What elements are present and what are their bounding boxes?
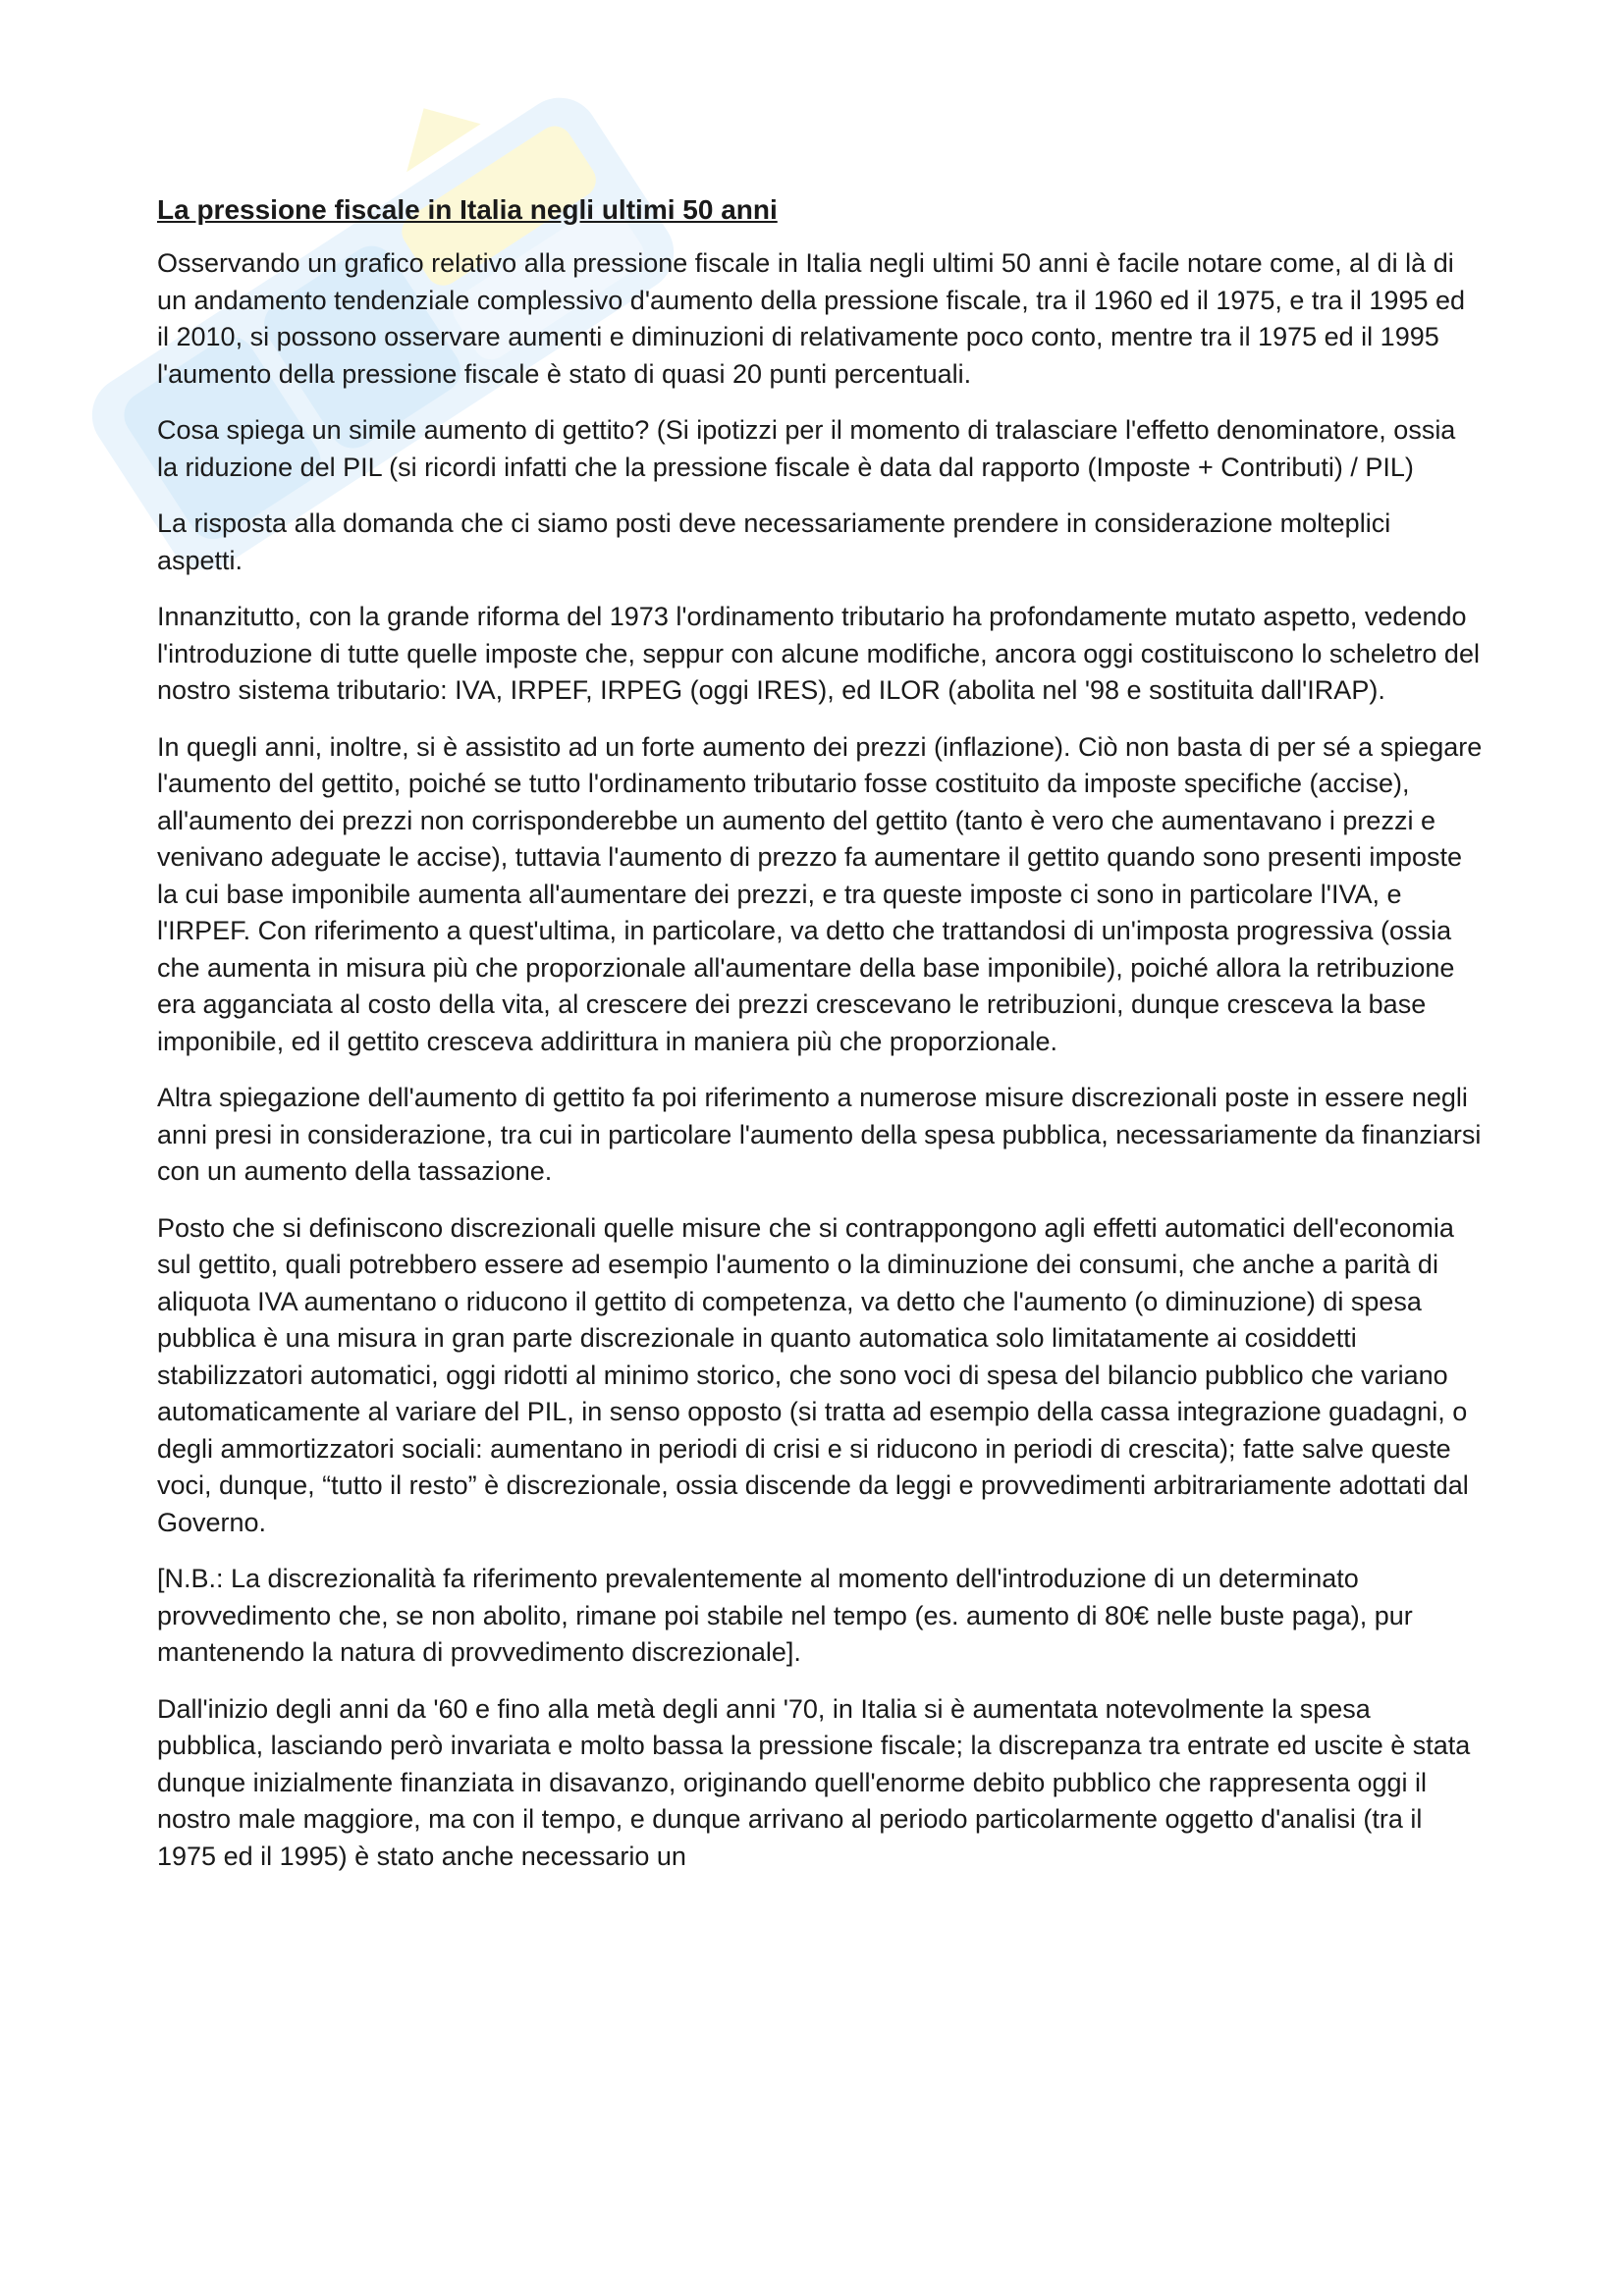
paragraph: Dall'inizio degli anni da '60 e fino alla metà degli anni '70, in Italia si è aumentata notevolmente la spesa pubblica, lasciando però invariata e molto bassa la pressione fiscale; la discrepanza tra entrate ed uscite è stata dunque inizialmente finanziata in disavanzo, originando quell'enorme debito pubblico che rappresenta oggi il nostro male maggiore, ma con il tempo, e dunque arrivano al periodo particolarmente oggetto d'analisi (tra il 1975 ed il 1995) è stato anche necessario un [157,1693,1471,1871]
document-title: La pressione fiscale in Italia negli ultimi 50 anni [157,194,778,225]
document-body [157,192,1483,1895]
paragraph: Cosa spiega un simile aumento di gettito? (Si ipotizzi per il momento di tralasciare l'effetto denominatore, ossia la riduzione del PIL (si ricordi infatti che la pressione fiscale è data dal rapporto (Imposte + Contributi) / PIL) [157,415,1456,482]
paragraph: Innanzitutto, con la grande riforma del 1973 l'ordinamento tributario ha profondamente mutato aspetto, vedendo l'introduzione di tutte quelle imposte che, seppur con alcune modifiche, ancora oggi costituiscono lo scheletro del nostro sistema tributario: IVA, IRPEF, IRPEG (oggi IRES), ed ILOR (abolita nel '98 e sostituita dall'IRAP). [157,602,1480,705]
paragraph: La risposta alla domanda che ci siamo posti deve necessariamente prendere in considerazione molteplici aspetti. [157,508,1391,575]
paragraph: Altra spiegazione dell'aumento di gettito fa poi riferimento a numerose misure discrezionali poste in essere negli anni presi in considerazione, tra cui in particolare l'aumento della spesa pubblica, necessariamente da finanziarsi con un aumento della tassazione. [157,1083,1482,1186]
paragraph: Osservando un grafico relativo alla pressione fiscale in Italia negli ultimi 50 anni è facile notare come, al di là di un andamento tendenziale complessivo d'aumento della pressione fiscale, tra il 1960 ed il 1975, e tra il 1995 ed il 2010, si possono osservare aumenti e diminuzioni di relativamente poco conto, mentre tra il 1975 ed il 1995 l'aumento della pressione fiscale è stato di quasi 20 punti percentuali. [157,248,1466,389]
paragraph: In quegli anni, inoltre, si è assistito ad un forte aumento dei prezzi (inflazione). Ciò non basta di per sé a spiegare l'aumento del gettito, poiché se tutto l'ordinamento tributario fosse costituito da imposte specifiche (accise), all'aumento dei prezzi non corrisponderebbe un aumento del gettito (tanto è vero che aumentavano i prezzi e venivano adeguate le accise), tuttavia l'aumento di prezzo fa aumentare il gettito quando sono presenti imposte la cui base imponibile aumenta all'aumentare dei prezzi, e tra queste imposte ci sono in particolare l'IVA, e l'IRPEF. Con riferimento a quest'ultima, in particolare, va detto che trattandosi di un'imposta progressiva (ossia che aumenta in misura più che proporzionale all'aumentare della base imponibile), poiché allora la retribuzione era agganciata al costo della vita, al crescere dei prezzi crescevano le retribuzioni, dunque cresceva la base imponibile, ed il gettito cresceva addirittura in maniera più che proporzionale. [157,731,1483,1056]
paragraph: [N.B.: La discrezionalità fa riferimento prevalentemente al momento dell'introduzione di un determinato provvedimento che, se non abolito, rimane poi stabile nel tempo (es. aumento di 80€ nelle buste paga), pur mantenendo la natura di provvedimento discrezionale]. [157,1564,1413,1667]
paragraph: Posto che si definiscono discrezionali quelle misure che si contrappongono agli effetti automatici dell'economia sul gettito, quali potrebbero essere ad esempio l'aumento o la diminuzione dei consumi, che anche a parità di aliquota IVA aumentano o riducono il gettito di competenza, va detto che l'aumento (o diminuzione) di spesa pubblica è una misura in gran parte discrezionale in quanto automatica solo limitatamente ai cosiddetti stabilizzatori automatici, oggi ridotti al minimo storico, che sono voci di spesa del bilancio pubblico che variano automaticamente al variare del PIL, in senso opposto (si tratta ad esempio della cassa integrazione guadagni, o degli ammortizzatori sociali: aumentano in periodi di crisi e si riducono in periodi di crescita); fatte salve queste voci, dunque, “tutto il resto” è discrezionale, ossia discende da leggi e provvedimenti arbitrariamente adottati dal Governo. [157,1212,1469,1537]
